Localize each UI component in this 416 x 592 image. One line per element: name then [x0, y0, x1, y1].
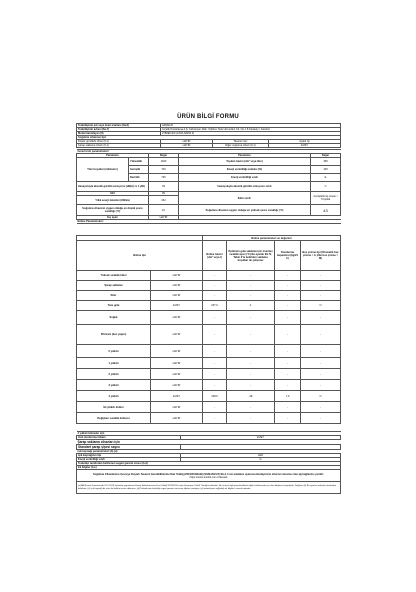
fast-freeze-value: EVET: [181, 436, 341, 440]
design-label: Tasarım tipi:: [213, 140, 269, 144]
compartment-row: [77, 402, 341, 413]
wine-device-value: HAYIR: [161, 144, 213, 148]
compartment-row: [77, 325, 341, 345]
compartment-defrost: -: [301, 325, 341, 345]
general-heading: Genel ürün parametreleri:: [77, 150, 341, 154]
col-freeze: Dondurma kapasitesi (kg/24 h): [275, 241, 301, 271]
compartment-type: Yüksek sıcaklık kileri: [77, 271, 151, 281]
compartment-present: HAYIR: [151, 325, 203, 345]
wine-heading: Şarap saklama cihazları için: [77, 440, 341, 445]
fast-freeze-label: Hızlı dondurma imkanı: [77, 436, 181, 440]
eei-row-label: EEI: [77, 192, 149, 196]
compartment-freeze: -: [275, 291, 301, 301]
compartment-defrost: -: [301, 369, 341, 380]
compartment-defrost: -: [301, 345, 341, 358]
col-value-1: Değer: [149, 154, 179, 158]
compartment-type: Şarap saklama: [77, 281, 151, 291]
compartment-present: HAYIR: [151, 271, 203, 281]
compartment-type: 3 yıldızlı: [77, 380, 151, 391]
col-value-2: Değer: [311, 154, 341, 158]
extra-info-label: Ek bilgiler (b,e): [77, 466, 341, 470]
compartment-volume: -: [203, 271, 227, 281]
max-temp-value: 43: [311, 205, 341, 216]
compartment-present: EVET: [151, 391, 203, 402]
compartment-freeze: -: [275, 311, 301, 325]
general-params-table: [76, 149, 341, 224]
height-label: Yükseklik: [129, 158, 149, 166]
manufacturer-label: Tedarikçinin adı veya ticari markası (6a,6): [77, 124, 161, 128]
compartment-row: [77, 291, 341, 301]
compartment-row: [77, 413, 341, 424]
manufacturer-value: ARÇELİK: [161, 124, 341, 128]
compartment-freeze: -: [275, 380, 301, 391]
compartment-present: HAYIR: [151, 281, 203, 291]
width-value: 700: [149, 166, 179, 174]
compartment-row: [77, 345, 341, 358]
wine-device-label: Şarap saklama cihazı (6,1): [77, 144, 161, 148]
compartment-present: HAYIR: [151, 380, 203, 391]
supplier-table: [76, 123, 341, 148]
compartment-setting: -: [227, 281, 275, 291]
noise-class-label: Havayoluyla akustik gürültü emisyonu sınıfı: [179, 182, 311, 192]
min-temp-label: Soğutma cihazının uygun olduğu en düşük çevre sıcaklığı (°C): [77, 205, 149, 216]
compartment-freeze: -: [275, 413, 301, 424]
compartment-setting: -: [227, 291, 275, 301]
col-volume: Bölme hacmi (dm³ veya l): [203, 241, 227, 271]
col-compartment-type: Bölme tipi: [77, 241, 203, 271]
noise-value: HAYIR: [161, 140, 213, 144]
compartment-volume: 108,0: [203, 391, 227, 402]
compartment-volume: -: [203, 358, 227, 369]
compartment-volume: -: [203, 413, 227, 424]
compartment-volume: -: [203, 369, 227, 380]
eei-value: 105: [311, 166, 341, 174]
compartment-row: [77, 358, 341, 369]
compartment-setting: -: [227, 325, 275, 345]
page-title: ÜRÜN BİLGİ FORMU: [177, 114, 239, 120]
compartment-setting: -: [227, 311, 275, 325]
compartment-row: [77, 271, 341, 281]
width-label: Genişlik: [129, 166, 149, 174]
compartment-volume: -: [203, 380, 227, 391]
compartment-freeze: -: [275, 358, 301, 369]
compartment-defrost: -: [301, 413, 341, 424]
compartment-defrost: O: [301, 391, 341, 402]
compartment-volume: -: [203, 402, 227, 413]
model-value: 2780EN.EX (1036.A8303.2): [161, 132, 341, 136]
light-heading: Işık kaynağı parametreleri (b) (c):: [77, 450, 341, 454]
compartment-setting: -18: [227, 391, 275, 402]
compartment-present: HAYIR: [151, 345, 203, 358]
compartment-defrost: -: [301, 380, 341, 391]
min-temp-value: 10: [149, 205, 179, 216]
compartment-defrost: O: [301, 301, 341, 311]
compartment-type: 0 yıldızlı: [77, 345, 151, 358]
compartment-heading: Bölme Parametreleri:: [77, 220, 341, 224]
compartment-freeze: -: [275, 271, 301, 281]
annual-energy-label: Yıllık enerji tüketimi (kWh/a): [77, 196, 149, 205]
compartment-volume: -: [203, 291, 227, 301]
eei-row-value: 99: [149, 192, 179, 196]
footnote: (a) AB Resmi Gazetesinde 5.12.2019 tarihinde yayımlanan Enerji Etiketlemesine Dair Tebliğ 2019/2016 sayılı Komisyon Yetkili Tüzüğü hükümleri, Bu ürünün ilgili yönetmelikteki öğeler tablosunda yer alan bilgilerin kaynağıdır. Dağılım; (b) Bu ayarlar tedarikçi tarafından belirlenir; (c) Işık kaynağı bir ürün ile birlikte temin edilmişse; (d) Tedarikçinin belirttiği asgari garanti süresinin öğeleri çizelgesi; (e) tedarikçinin sağladığı ek bilgiler; sonraki adımlar.: [77, 482, 341, 494]
compartment-setting: -: [227, 380, 275, 391]
address-value: Arçelik Pazarlama A.Ş. Kahraman Mah. Sütlüce Tesk Hizmetleri Cd. No:1 8 Karaköy / İstanbul: [161, 128, 341, 132]
compartment-group-label: Bölme parametreleri ve değerleri: [203, 236, 341, 241]
compartment-row: [77, 301, 341, 311]
compartment-present: HAYIR: [151, 291, 203, 301]
compartment-freeze: -: [275, 301, 301, 311]
compartment-setting: -: [227, 402, 275, 413]
annual-energy-value: 232: [149, 196, 179, 205]
compartment-setting: -: [227, 413, 275, 424]
col-setting: Optimum gıda saklama için önerilen sıcaklık ayarı (°C) Bu ayarlar Ek IV, Tablo 3'te belirtilen saklama koşulları ile çelişmez: [227, 241, 275, 271]
dims-label: Tüm boyutlar (milimetre): [77, 158, 129, 182]
total-volume-label: Toplam hacim (dm³ veya litre): [179, 158, 311, 166]
light-type-value: LED: [181, 454, 341, 458]
compartment-defrost: -: [301, 281, 341, 291]
compartment-type: İki yıldızlı bölüm: [77, 402, 151, 413]
col-param-2: Parametre: [179, 154, 311, 158]
compartment-freeze: -: [275, 402, 301, 413]
bottle-label: Standart şarap şişesi sayısı: [77, 445, 181, 450]
compartment-type: 2 yıldızlı: [77, 369, 151, 380]
compartment-row: [77, 369, 341, 380]
other-device-value: EVET: [269, 144, 341, 148]
compartment-setting: -: [227, 358, 275, 369]
compartment-present: HAYIR: [151, 358, 203, 369]
compartment-present: HAYIR: [151, 413, 203, 424]
col-defrost: Buz çözme tipi (Otomatik buz çözme = A, Elle buz çözme = M): [301, 241, 341, 271]
light-type-label: Işık kaynağının tipi: [77, 454, 181, 458]
other-device-label: Diğer soğutma cihazı (6,1): [213, 144, 269, 148]
depth-label: Derinlik: [129, 174, 149, 182]
compartment-freeze: -: [275, 281, 301, 291]
star-heading: 4 yıldızlı bölmeler için: [77, 432, 341, 436]
compartment-type: 4 yıldızlı: [77, 391, 151, 402]
compartment-type: Soğuk: [77, 311, 151, 325]
eei-label: Enerji verimliliği endeksi (%): [179, 166, 311, 174]
compartment-setting: 4: [227, 301, 275, 311]
extra-info-text: [77, 470, 341, 482]
compartment-defrost: -: [301, 311, 341, 325]
compartment-row: [77, 281, 341, 291]
compartment-volume: -: [203, 345, 227, 358]
design-value: Ayaklı tip: [269, 140, 341, 144]
compartment-freeze: -: [275, 325, 301, 345]
device-type-label: Soğutma cihazının tipi:: [77, 136, 341, 140]
depth-value: 735: [149, 174, 179, 182]
compartment-row: [77, 380, 341, 391]
bottom-table: [76, 431, 341, 494]
climate-value: Genişletilmiş ılıman / Tropikal: [311, 192, 341, 205]
col-param-1: Parametre: [77, 154, 149, 158]
total-volume-value: 465: [311, 158, 341, 166]
compartment-setting: -: [227, 345, 275, 358]
compartment-present: HAYIR: [151, 402, 203, 413]
energy-class-value: E: [311, 174, 341, 182]
compartment-present: EVET: [151, 301, 203, 311]
compartment-setting: -: [227, 369, 275, 380]
compartment-freeze: -: [275, 345, 301, 358]
noise-emission-value: 39: [149, 182, 179, 192]
address-label: Tedarikçinin adresi (6a,7): [77, 128, 161, 132]
compartment-setting: -: [227, 271, 275, 281]
winter-label: Kış ayarı: [77, 216, 149, 220]
compartment-volume: 237,0: [203, 301, 227, 311]
compartment-present: HAYIR: [151, 311, 203, 325]
compartment-table: [76, 235, 341, 424]
noise-label: Düşük gürültülü cihaz (6,1): [77, 140, 161, 144]
compartment-volume: -: [203, 311, 227, 325]
compartment-volume: -: [203, 325, 227, 345]
compartment-defrost: -: [301, 291, 341, 301]
model-label: Model tanımlayıcı (6): [77, 132, 161, 136]
light-class-value: G: [181, 458, 341, 462]
compartment-type: Taze gıda: [77, 301, 151, 311]
compartment-row: [77, 391, 341, 402]
compartment-defrost: -: [301, 271, 341, 281]
height-value: 1920: [149, 158, 179, 166]
compartment-freeze: 7,0: [275, 391, 301, 402]
extra-info-link[interactable]: https://www.arcelik.com.tr/destek: [189, 475, 228, 479]
noise-class-value: C: [311, 182, 341, 192]
compartment-present: HAYIR: [151, 369, 203, 380]
noise-emission-label: Havayoluyla akustik gürültü emisyonu (dB(A) re 1 pW): [77, 182, 149, 192]
climate-label: İklim sınıfı:: [179, 192, 311, 205]
compartment-type: Kiler: [77, 291, 151, 301]
compartment-type: 1 yıldızlı: [77, 358, 151, 369]
warranty-label-text: Tedarikçi tarafından belirlenen asgari garanti süresi (b,d): [78, 462, 148, 465]
compartment-freeze: -: [275, 369, 301, 380]
extra-info-body: Soğutma Cihazlarının Çevreye Duyarlı Tasarım Gerekliliklerine Dair Tebliğ (2019/2019/AB) (SGM-2021/7) Ek-4-4 nci maddesi uyarınca kiralayıcının internet sitesine olan ağ bağlantısı yeridir:: [93, 472, 324, 476]
compartment-defrost: -: [301, 358, 341, 369]
light-class-label: Enerji verimliliği sınıfı: [77, 458, 181, 462]
compartment-defrost: -: [301, 402, 341, 413]
compartment-type: Prizlesiz (buz yapıcı): [77, 325, 151, 345]
compartment-type: Değişken sıcaklık bölmesi: [77, 413, 151, 424]
max-temp-label: Soğutma cihazının uygun olduğu en yüksek çevre sıcaklığı (°C): [179, 205, 311, 216]
compartment-row: [77, 311, 341, 325]
energy-class-label: Enerji verimliliği sınıfı: [179, 174, 311, 182]
compartment-volume: -: [203, 281, 227, 291]
winter-value: HAYIR: [149, 216, 179, 220]
